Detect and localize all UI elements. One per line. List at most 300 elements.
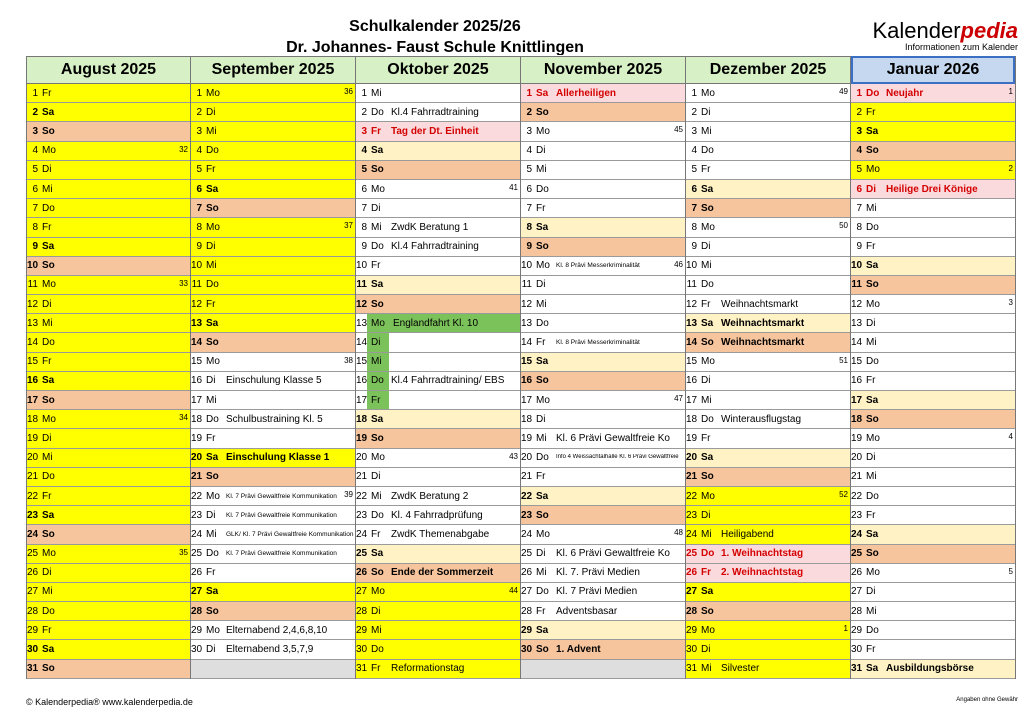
weekday: Mi: [367, 353, 389, 371]
day-row[interactable]: [521, 122, 685, 141]
day-row[interactable]: [356, 621, 520, 640]
day-number: 29: [27, 624, 39, 636]
weekday: Mi: [701, 125, 712, 137]
day-number: 23: [851, 509, 863, 521]
day-number: 14: [191, 337, 203, 349]
day-row[interactable]: [851, 410, 1015, 429]
day-number: 9: [361, 241, 367, 253]
weekday: Do: [206, 145, 219, 157]
day-row[interactable]: [27, 583, 190, 602]
day-row[interactable]: [686, 199, 850, 218]
day-row[interactable]: [27, 333, 190, 352]
day-row[interactable]: [521, 238, 685, 257]
day-row[interactable]: [521, 410, 685, 429]
day-number: 27: [191, 586, 203, 598]
day-number: 30: [521, 644, 533, 656]
day-number: 30: [686, 644, 698, 656]
day-row[interactable]: [27, 660, 190, 679]
footer-copyright: © Kalenderpedia® www.kalenderpedia.de: [26, 697, 193, 707]
month-header: November 2025: [521, 56, 685, 84]
day-row[interactable]: [191, 238, 355, 257]
weekday: Do: [536, 586, 549, 598]
day-row[interactable]: [191, 372, 355, 391]
day-row[interactable]: [521, 372, 685, 391]
day-row[interactable]: [27, 238, 190, 257]
weekday: Do: [866, 87, 880, 99]
day-row[interactable]: [521, 564, 685, 583]
day-row[interactable]: [191, 84, 355, 103]
month-header: August 2025: [27, 56, 190, 84]
day-row[interactable]: [686, 564, 850, 583]
event-note: Kl. 6 Prävi Gewaltfreie Ko: [556, 548, 670, 560]
day-row[interactable]: [27, 468, 190, 487]
day-row[interactable]: [191, 391, 355, 410]
day-row[interactable]: [521, 333, 685, 352]
day-row[interactable]: [851, 103, 1015, 122]
day-row[interactable]: [356, 583, 520, 602]
day-row[interactable]: [686, 410, 850, 429]
day-row[interactable]: [356, 506, 520, 525]
day-row[interactable]: [191, 660, 355, 679]
week-number: 1: [843, 624, 848, 634]
weekday: Sa: [371, 413, 384, 425]
day-row[interactable]: [356, 602, 520, 621]
day-row[interactable]: [686, 238, 850, 257]
day-row[interactable]: [356, 276, 520, 295]
day-row[interactable]: [521, 429, 685, 448]
weekday: Mi: [206, 125, 217, 137]
weekday: So: [42, 528, 55, 540]
day-row[interactable]: [851, 84, 1015, 103]
weekday: Do: [866, 624, 879, 636]
day-row[interactable]: [27, 487, 190, 506]
day-number: 6: [196, 183, 202, 195]
day-row[interactable]: [686, 333, 850, 352]
weekday: Mo: [42, 145, 56, 157]
day-row[interactable]: [521, 545, 685, 564]
day-row[interactable]: [521, 199, 685, 218]
weekday: So: [206, 605, 219, 617]
day-row[interactable]: [191, 180, 355, 199]
day-row[interactable]: [191, 257, 355, 276]
weekday: Mi: [371, 490, 382, 502]
day-number: 22: [191, 490, 203, 502]
weekday: Sa: [866, 528, 879, 540]
day-row[interactable]: [356, 449, 520, 468]
day-row[interactable]: [191, 564, 355, 583]
day-number: 23: [27, 509, 39, 521]
day-number: 10: [356, 260, 368, 272]
day-row[interactable]: [356, 564, 520, 583]
day-row[interactable]: [191, 583, 355, 602]
day-row[interactable]: [356, 353, 520, 372]
day-number: 17: [356, 394, 368, 406]
logo-accent: pedia: [960, 18, 1018, 43]
day-row[interactable]: [851, 199, 1015, 218]
day-row[interactable]: [851, 506, 1015, 525]
day-row[interactable]: [521, 525, 685, 544]
day-row[interactable]: [851, 142, 1015, 161]
day-row[interactable]: [27, 142, 190, 161]
day-row[interactable]: [191, 506, 355, 525]
weekday: Sa: [42, 106, 55, 118]
weekday: Di: [371, 471, 381, 483]
day-row[interactable]: [521, 468, 685, 487]
day-row[interactable]: [27, 314, 190, 333]
day-row[interactable]: [851, 238, 1015, 257]
day-row[interactable]: [686, 583, 850, 602]
day-number: 3: [856, 125, 862, 137]
day-row[interactable]: [356, 295, 520, 314]
day-number: 13: [686, 317, 698, 329]
day-row[interactable]: [521, 218, 685, 237]
day-row[interactable]: [851, 429, 1015, 448]
day-row[interactable]: [851, 449, 1015, 468]
day-number: 8: [856, 221, 862, 233]
weekday: Mi: [536, 298, 547, 310]
weekday: Mo: [866, 164, 880, 176]
day-row[interactable]: [27, 602, 190, 621]
day-row[interactable]: [27, 180, 190, 199]
day-row[interactable]: [356, 142, 520, 161]
day-number: 7: [691, 202, 697, 214]
day-row[interactable]: [686, 640, 850, 659]
day-row[interactable]: [686, 525, 850, 544]
day-number: 25: [356, 548, 368, 560]
day-row[interactable]: [851, 468, 1015, 487]
day-row[interactable]: [686, 295, 850, 314]
day-row[interactable]: [356, 84, 520, 103]
day-row[interactable]: [851, 391, 1015, 410]
day-row[interactable]: [686, 391, 850, 410]
week-number: 41: [509, 182, 518, 192]
month-header: September 2025: [191, 56, 355, 84]
weekday: Fr: [206, 432, 216, 444]
day-number: 28: [356, 605, 368, 617]
day-row[interactable]: [521, 660, 685, 679]
day-row[interactable]: [851, 372, 1015, 391]
day-row[interactable]: [356, 314, 520, 333]
weekday: Mo: [371, 452, 385, 464]
day-row[interactable]: [686, 122, 850, 141]
weekday: So: [42, 125, 55, 137]
day-row[interactable]: [191, 602, 355, 621]
day-number: 28: [27, 605, 39, 617]
weekday: So: [42, 663, 55, 675]
day-row[interactable]: [27, 84, 190, 103]
event-note: ZwdK Beratung 2: [391, 490, 469, 502]
day-row[interactable]: [686, 468, 850, 487]
footnote: Angaben ohne Gewähr: [956, 697, 1018, 703]
month-column: [191, 56, 356, 679]
day-row[interactable]: [686, 103, 850, 122]
day-row[interactable]: [356, 429, 520, 448]
day-number: 20: [851, 452, 863, 464]
weekday: Mi: [866, 202, 877, 214]
day-row[interactable]: [356, 103, 520, 122]
weekday: Fr: [371, 125, 381, 137]
day-number: 12: [521, 298, 533, 310]
week-number: 44: [509, 585, 518, 595]
day-row[interactable]: [356, 640, 520, 659]
day-row[interactable]: [27, 506, 190, 525]
day-row[interactable]: [521, 353, 685, 372]
day-row[interactable]: [27, 564, 190, 583]
day-row[interactable]: [521, 84, 685, 103]
day-row[interactable]: [356, 333, 520, 352]
weekday: Di: [701, 644, 711, 656]
day-row[interactable]: [191, 429, 355, 448]
day-row[interactable]: [851, 564, 1015, 583]
day-row[interactable]: [851, 660, 1015, 679]
day-row[interactable]: [27, 525, 190, 544]
day-number: 15: [521, 356, 533, 368]
event-note: Einschulung Klasse 5: [226, 375, 322, 387]
day-row[interactable]: [191, 122, 355, 141]
weekday: Do: [866, 356, 879, 368]
day-row[interactable]: [851, 353, 1015, 372]
day-row[interactable]: [686, 353, 850, 372]
day-row[interactable]: [851, 218, 1015, 237]
day-row[interactable]: [686, 180, 850, 199]
weekday: Fr: [866, 241, 876, 253]
day-number: 24: [27, 528, 39, 540]
day-row[interactable]: [27, 545, 190, 564]
day-row[interactable]: [27, 161, 190, 180]
day-row[interactable]: [27, 199, 190, 218]
day-row[interactable]: [521, 314, 685, 333]
day-row[interactable]: [27, 257, 190, 276]
day-number: 5: [196, 164, 202, 176]
day-row[interactable]: [191, 468, 355, 487]
day-row[interactable]: [851, 161, 1015, 180]
weekday: Mo: [206, 87, 220, 99]
day-row[interactable]: [191, 333, 355, 352]
day-row[interactable]: [27, 429, 190, 448]
day-row[interactable]: [521, 602, 685, 621]
day-row[interactable]: [27, 122, 190, 141]
day-row[interactable]: [686, 372, 850, 391]
day-row[interactable]: [851, 314, 1015, 333]
day-row[interactable]: [27, 640, 190, 659]
day-row[interactable]: [521, 583, 685, 602]
day-row[interactable]: [27, 353, 190, 372]
day-row[interactable]: [521, 276, 685, 295]
weekday: Fr: [866, 106, 876, 118]
day-row[interactable]: [191, 640, 355, 659]
day-row[interactable]: [521, 487, 685, 506]
day-row[interactable]: [27, 276, 190, 295]
day-row[interactable]: [521, 295, 685, 314]
day-number: 25: [27, 548, 39, 560]
day-row[interactable]: [356, 468, 520, 487]
day-number: 22: [686, 490, 698, 502]
day-row[interactable]: [851, 295, 1015, 314]
day-row[interactable]: [191, 525, 355, 544]
weekday: Fr: [371, 260, 381, 272]
day-row[interactable]: [191, 621, 355, 640]
week-number: 43: [509, 451, 518, 461]
day-row[interactable]: [686, 429, 850, 448]
day-row[interactable]: [27, 410, 190, 429]
event-note: Elternabend 3,5,7,9: [226, 644, 314, 656]
day-row[interactable]: [686, 314, 850, 333]
day-row[interactable]: [686, 276, 850, 295]
day-row[interactable]: [851, 602, 1015, 621]
day-number: 26: [521, 567, 533, 579]
day-row[interactable]: [851, 180, 1015, 199]
day-row[interactable]: [686, 621, 850, 640]
day-row[interactable]: [191, 410, 355, 429]
event-note: Kl. 6 Prävi Gewaltfreie Ko: [556, 432, 670, 444]
day-row[interactable]: [851, 545, 1015, 564]
day-row[interactable]: [521, 103, 685, 122]
day-row[interactable]: [521, 142, 685, 161]
logo[interactable]: [866, 20, 1018, 52]
day-number: 18: [27, 413, 39, 425]
weekday: Mo: [701, 87, 715, 99]
day-row[interactable]: [851, 333, 1015, 352]
day-row[interactable]: [521, 621, 685, 640]
day-number: 7: [361, 202, 367, 214]
day-row[interactable]: [191, 314, 355, 333]
day-row[interactable]: [686, 660, 850, 679]
day-row[interactable]: [521, 391, 685, 410]
day-row[interactable]: [521, 257, 685, 276]
weekday: Sa: [536, 490, 549, 502]
weekday: Mi: [866, 605, 877, 617]
weekday: Di: [42, 567, 52, 579]
day-row[interactable]: [191, 353, 355, 372]
day-row[interactable]: [356, 218, 520, 237]
day-row[interactable]: [27, 621, 190, 640]
day-row[interactable]: [27, 103, 190, 122]
weekday: Fr: [42, 356, 52, 368]
day-row[interactable]: [191, 276, 355, 295]
day-row[interactable]: [356, 122, 520, 141]
day-row[interactable]: [356, 545, 520, 564]
day-row[interactable]: [521, 506, 685, 525]
day-row[interactable]: [686, 142, 850, 161]
day-row[interactable]: [27, 391, 190, 410]
day-row[interactable]: [686, 449, 850, 468]
day-row[interactable]: [191, 142, 355, 161]
day-row[interactable]: [191, 161, 355, 180]
day-row[interactable]: [356, 161, 520, 180]
day-row[interactable]: [356, 180, 520, 199]
day-row[interactable]: [27, 295, 190, 314]
day-row[interactable]: [686, 545, 850, 564]
day-row[interactable]: [686, 218, 850, 237]
month-header: Dezember 2025: [686, 56, 850, 84]
day-row[interactable]: [356, 238, 520, 257]
day-row[interactable]: [356, 525, 520, 544]
day-row[interactable]: [27, 372, 190, 391]
day-row[interactable]: [851, 276, 1015, 295]
day-number: 27: [851, 586, 863, 598]
day-row[interactable]: [521, 449, 685, 468]
weekday: Di: [866, 452, 876, 464]
day-number: 18: [851, 413, 863, 425]
day-number: 5: [856, 164, 862, 176]
day-row[interactable]: [851, 487, 1015, 506]
weekday: So: [536, 106, 549, 118]
weekday: Fr: [536, 202, 546, 214]
day-number: 18: [686, 413, 698, 425]
day-number: 9: [691, 241, 697, 253]
day-row[interactable]: [851, 621, 1015, 640]
day-number: 2: [361, 106, 367, 118]
day-row[interactable]: [191, 487, 355, 506]
day-number: 22: [521, 490, 533, 502]
week-number: 52: [839, 489, 848, 499]
day-row[interactable]: [191, 199, 355, 218]
weekday: Mi: [701, 260, 712, 272]
day-number: 28: [521, 605, 533, 617]
event-note: Kl. 8 Prävi Messerkriminalität: [556, 339, 640, 347]
day-row[interactable]: [191, 449, 355, 468]
day-row[interactable]: [356, 199, 520, 218]
weekday: Mo: [866, 298, 880, 310]
weekday: So: [42, 394, 55, 406]
day-row[interactable]: [356, 660, 520, 679]
day-row[interactable]: [356, 372, 520, 391]
day-row[interactable]: [356, 487, 520, 506]
day-row[interactable]: [356, 391, 520, 410]
day-number: 25: [521, 548, 533, 560]
day-row[interactable]: [851, 583, 1015, 602]
weekday: So: [536, 375, 549, 387]
day-number: 12: [851, 298, 863, 310]
day-row[interactable]: [27, 218, 190, 237]
day-row[interactable]: [191, 103, 355, 122]
day-row[interactable]: [686, 487, 850, 506]
weekday: Fr: [42, 490, 52, 502]
weekday: Do: [866, 490, 879, 502]
day-row[interactable]: [686, 257, 850, 276]
day-row[interactable]: [191, 218, 355, 237]
weekday: Fr: [536, 605, 546, 617]
day-number: 1: [526, 87, 532, 99]
day-number: 21: [27, 471, 39, 483]
weekday: So: [536, 644, 549, 656]
day-row[interactable]: [356, 410, 520, 429]
event-note: Kl. 7 Prävi Gewaltfreie Kommunikation: [226, 511, 337, 519]
day-number: 12: [686, 298, 698, 310]
weekday: Mi: [42, 452, 53, 464]
day-row[interactable]: [27, 449, 190, 468]
event-note: Heiligabend: [721, 528, 774, 540]
day-row[interactable]: [686, 506, 850, 525]
day-row[interactable]: [191, 545, 355, 564]
day-number: 19: [356, 432, 368, 444]
day-number: 11: [851, 279, 862, 291]
day-row[interactable]: [686, 161, 850, 180]
day-row[interactable]: [191, 295, 355, 314]
day-number: 4: [691, 145, 697, 157]
day-row[interactable]: [686, 602, 850, 621]
day-row[interactable]: [851, 257, 1015, 276]
day-row[interactable]: [521, 180, 685, 199]
event-note: Einschulung Klasse 1: [226, 452, 330, 464]
day-row[interactable]: [851, 525, 1015, 544]
day-row[interactable]: [851, 640, 1015, 659]
day-row[interactable]: [686, 84, 850, 103]
day-row[interactable]: [521, 161, 685, 180]
day-row[interactable]: [356, 257, 520, 276]
day-row[interactable]: [851, 122, 1015, 141]
day-row[interactable]: [521, 640, 685, 659]
